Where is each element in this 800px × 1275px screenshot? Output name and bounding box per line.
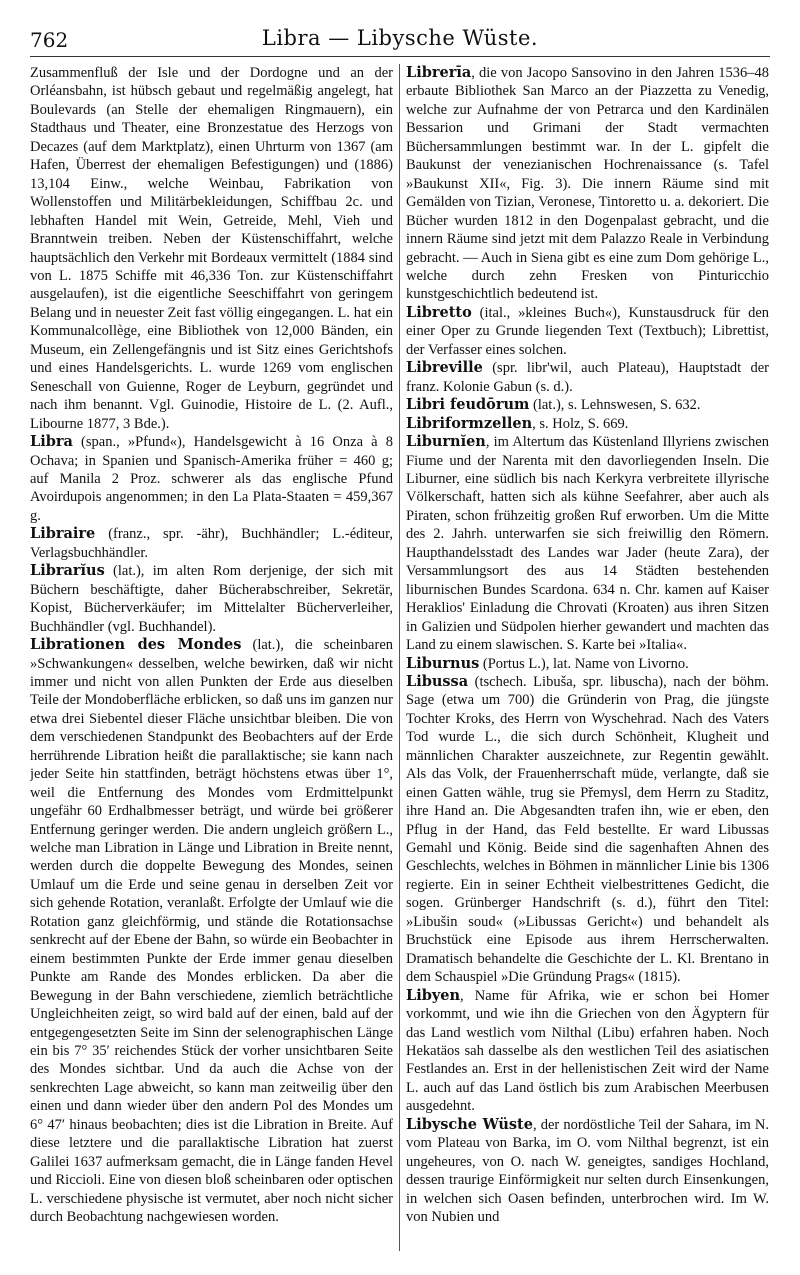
left-column <box>30 64 393 1251</box>
entry-libreria: Librerīa, die von Jacopo Sansovino in den Jahren 1536–48 erbaute Bibliothek San Marco an der Piazzetta zu Venedig, welche zur Aufnahme der von Petrarca und den Kardinälen Bessarion und Grimani der Stadt vermachten Büchersammlungen bestimmt war. In der L. gipfelt die Baukunst der venezianischen Hochrenaissance (s. Tafel »Baukunst XII«, Fig. 3). Die innern Räume sind mit Gemälden von Tizian, Veronese, Tintoretto u. a. dekoriert. Die Bücher wurden 1812 in den Dogenpalast gebracht, und die innern Räume sind jetzt mit dem Palazzo Reale in Verbindung gebracht. — Auch in Siena gibt es eine zum Dom gehörige L., welche durch zehn Fresken von Pinturicchio kunstgeschichtlich bedeutend ist. <box>406 64 769 303</box>
entry-libysche-wueste: Libysche Wüste, der nordöstliche Teil der Sahara, im N. vom Plateau von Barka, im O. vom Nilthal begrenzt, ist ein ungeheures, von O. nach W. geneigtes, sandiges Hochland, dessen traurige Einförmigkeit nur selten durch Einsenkungen, in welchen sich Oasen befinden, unterbrochen wird. Im W. von Nubien und <box>406 1115 769 1226</box>
lemma-libra: Libra <box>30 433 73 451</box>
header-rule <box>30 56 770 57</box>
entry-libyen: Libyen, Name für Afrika, wie er schon bei Homer vorkommt, und wie ihn die Griechen von den Ägyptern für das Land westlich vom Nilthal (Libu) erfahren haben. Noch Hekatäos sah dasselbe als den westlichen Teil des asiatischen Festlandes an. Erst in der hellenistischen Zeit wird der Name L. auch auf das Land östlich bis zum Arabischen Meerbusen ausgedehnt. <box>406 986 769 1115</box>
entry-libri-feudorum: Libri feudōrum (lat.), s. Lehnswesen, S. 632. <box>406 396 701 414</box>
entry-libra: Libra (span., »Pfund«), Handelsgewicht à 16 Onza à 8 Ochava; in Spanien und Spanisch-Amerika früher = 460 g; auf Manila 2 Proz. schwerer als das englische Pfund Avoirdupois angenommen; in den La Plata-Staaten = 459,367 g. <box>30 433 393 524</box>
lemma-libri-feudorum: Libri feudōrum <box>406 396 530 414</box>
entry-libraire: Libraire (franz., spr. -ähr), Buchhändler; L.-éditeur, Verlagsbuchhändler. <box>30 525 393 561</box>
entry-libussa: Libussa (tschech. Libuša, spr. libuscha), nach der böhm. Sage (etwa um 700) die Gründerin von Prag, die jüngste Tochter Kroks, des Herrn von Wyschehrad. Nach des Vaters Tod wurde L., die sich durch Schönheit, Klugheit und männlichen Charakter auszeichnete, zur Regentin gewählt. Als das Volk, der Frauenherrschaft müde, verlangte, daß sie einen Gatten wähle, trug sie Přemysl, dem Herrn zu Staditz, ihre Hand an. Die Abgesandten trafen ihn, wie er eben, den Pflug in der Hand, das Feld bestellte. Er ward Libussas Gemahl und König. Beide sind die sagenhaften Ahnen des Geschlechts, welches in Böhmen in männlicher Linie bis 1306 regierte. Ein in seiner Echtheit vielbestrittenes Gedicht, die sogen. Grünberger Handschrift (s. d.), führt den Titel: »Libušin soud« (»Libussas Gericht«) und behandelt als Bruchstück eine Episode aus ihrem Herrscherwalten. Dramatisch behandelte die Geschichte der L. Kl. Brentano in dem Schauspiel »Die Gründung Prags« (1815). <box>406 672 769 986</box>
right-column <box>406 64 769 1251</box>
lemma-libretto: Libretto <box>406 303 472 321</box>
lemma-libreville: Libreville <box>406 359 483 377</box>
lemma-libyen: Libyen <box>406 986 461 1004</box>
lemma-librationen: Librationen des Mondes <box>30 636 242 654</box>
lemma-libysche-wueste: Libysche Wüste <box>406 1115 533 1133</box>
entry-librationen: Librationen des Mondes (lat.), die scheinbaren »Schwankungen« desselben, welche bewirken, daß wir nicht immer und nicht von allen Punkten der Erde aus dieselben Teile der Mondoberfläche erblicken, so daß uns im ganzen nur etwa drei Siebentel dieser Fläche unsichtbar bleiben. Die von dem verschiedenen Standpunkt des Beobachters auf der Erde herrührende Libration heißt die parallaktische; sie kann nach jeder Seite hin stattfinden, beträgt höchstens etwas über 1°, weil die Entfernung des Mondes vom Erdmittelpunkt ungefähr 60 Erdhalbmesser beträgt, und würde bei größerer Entfernung geringer werden. Die andern ungleich größern L., welche man Libration in Länge und Libration in Breite nennt, werden durch die doppelte Bewegung des Mondes, seinen Umlauf um die Erde und seine genau in derselben Zeit vor sich gehende Rotation, veranlaßt. Erfolgte der Umlauf wie die Rotation ganz gleichförmig, und stände die Rotationsachse senkrecht auf der Ebene der Bahn, so würde ein Beobachter in einem bestimmten Punkte der Erde immer genau dieselben Punkte am Rande des Mondes erblicken. Da aber die Bewegung in der Bahn verschiedene, ziemlich beträchtliche Ungleichheiten zeigt, so wird bald auf der einen, bald auf der entgegengesetzten Seite im Sinn der selenographischen Länge ein bis 7° 35′ reichendes Stück der vorher unsichtbaren Seite des Mondes sichtbar. Und da auch die Achse von der senkrechten Lage abweicht, so kann man zeitweilig über den einen und dann wieder über den andern Pol des Mondes um 6° 47′ hinaus beobachten; dies ist die Libration in Breite. Auf diese letztere und die parallaktische Libration hat zuerst Galilei 1637 aufmerksam gemacht, die in Länge fanden Hevel und Riccioli. Eine von diesen bloß scheinbaren oder optischen L. verschiedene physische ist vermutet, aber noch nicht sicher durch Beobachtung nachgewiesen worden. <box>30 636 393 1226</box>
column-divider <box>399 64 400 1251</box>
lemma-liburnus: Liburnus <box>406 654 480 672</box>
lemma-librarius: Librarĭus <box>30 562 105 580</box>
page-number: 762 <box>30 28 69 52</box>
entry-liburnus: Liburnus (Portus L.), lat. Name von Livorno. <box>406 654 689 672</box>
running-title: Libra — Libysche Wüste. <box>261 26 539 50</box>
entry-librarius: Librarĭus (lat.), im alten Rom derjenige, der sich mit Büchern beschäftigte, daher Bücherabschreiber, Sekretär, Kopist, Bücherverkäufer; im Mittelalter Bücherverleiher, Buchhändler (vgl. Buchhandel). <box>30 562 393 635</box>
entry-liburnien: Liburnĭen, im Altertum das Küstenland Illyriens zwischen Fiume und der Narenta mit den davorliegenden Inseln. Die Liburner, eine südlich bis nach Kerkyra verbreitete illyrische Völkerschaft, hatten sich als kühne Seefahrer, aber auch als Piraten, schon frühzeitig großen Ruf erworben. Um die Mitte des 2. Jahrh. unterwarfen sie sich freiwillig den Römern. Haupthandelsstadt des Landes war Jader (heute Zara), der Versammlungsort des aus 14 Städten bestehenden liburnischen Bundes Scardona. 634 n. Chr. kamen auf Kaiser Heraklios' Einladung die Chrovati (Kroaten) aus ihren Sitzen in Galizien und Südpolen hierher gewandert und machten das Land zu einem slawischen. S. Karte bei »Italia«. <box>406 433 769 654</box>
entry-lebourne-cont: Zusammenfluß der Isle und der Dordogne und an der Orléansbahn, ist hübsch gebaut und regelmäßig angelegt, hat Boulevards (an Stelle der ehemaligen Ringmauern), ein Stadthaus und Theater, eine Bronzestatue des Herzogs von Decazes (auf dem Marktplatz), einen Uhrturm von 1367 (am Hafen, Überrest der ehemaligen Befestigungen) und (1886) 13,104 Einw., welche Weinbau, Fabrikation von Wollenstoffen und Militärbekleidungen, Schiffbau 2c. und lebhaften Handel mit Wein, Getreide, Mehl, Vieh und Branntwein treiben. Neben der Küstenschiffahrt, welche hauptsächlich den Verkehr mit Bordeaux vermittelt (1884 sind von L. 1875 Schiffe mit 46,336 Ton. zur Küstenschiffahrt ausgelaufen), ist die eigentliche Seeschiffahrt von geringem Belang und in neuester Zeit fast völlig eingegangen. L. hat ein Kommunalcollège, eine Bibliothek von 12,000 Bänden, ein Museum, ein Zellengefängnis und ist Sitz eines Gerichtshofs und eines Handelsgerichts. L. wurde 1269 vom englischen Seneschall von Guienne, Roger de Leyburn, gegründet und nach ihm benannt. Vgl. Guinodie, Histoire de L. (2. Aufl., Libourne 1877, 3 Bde.). <box>30 65 393 432</box>
lemma-libriformzellen: Libriformzellen <box>406 414 533 432</box>
page-header <box>30 22 770 56</box>
lemma-libraire: Libraire <box>30 525 96 543</box>
entry-libreville: Libreville (spr. libr'wil, auch Plateau), Hauptstadt der franz. Kolonie Gabun (s. d.). <box>406 359 769 395</box>
entry-libretto: Libretto (ital., »kleines Buch«), Kunstausdruck für den einer Oper zu Grunde liegenden Text (Textbuch); Librettist, der Verfasser eines solchen. <box>406 303 769 358</box>
lemma-libreria: Librerīa <box>406 64 472 81</box>
lemma-libussa: Libussa <box>406 672 469 690</box>
entry-libriformzellen: Libriformzellen, s. Holz, S. 669. <box>406 414 629 432</box>
lemma-liburnien: Liburnĭen <box>406 433 486 451</box>
